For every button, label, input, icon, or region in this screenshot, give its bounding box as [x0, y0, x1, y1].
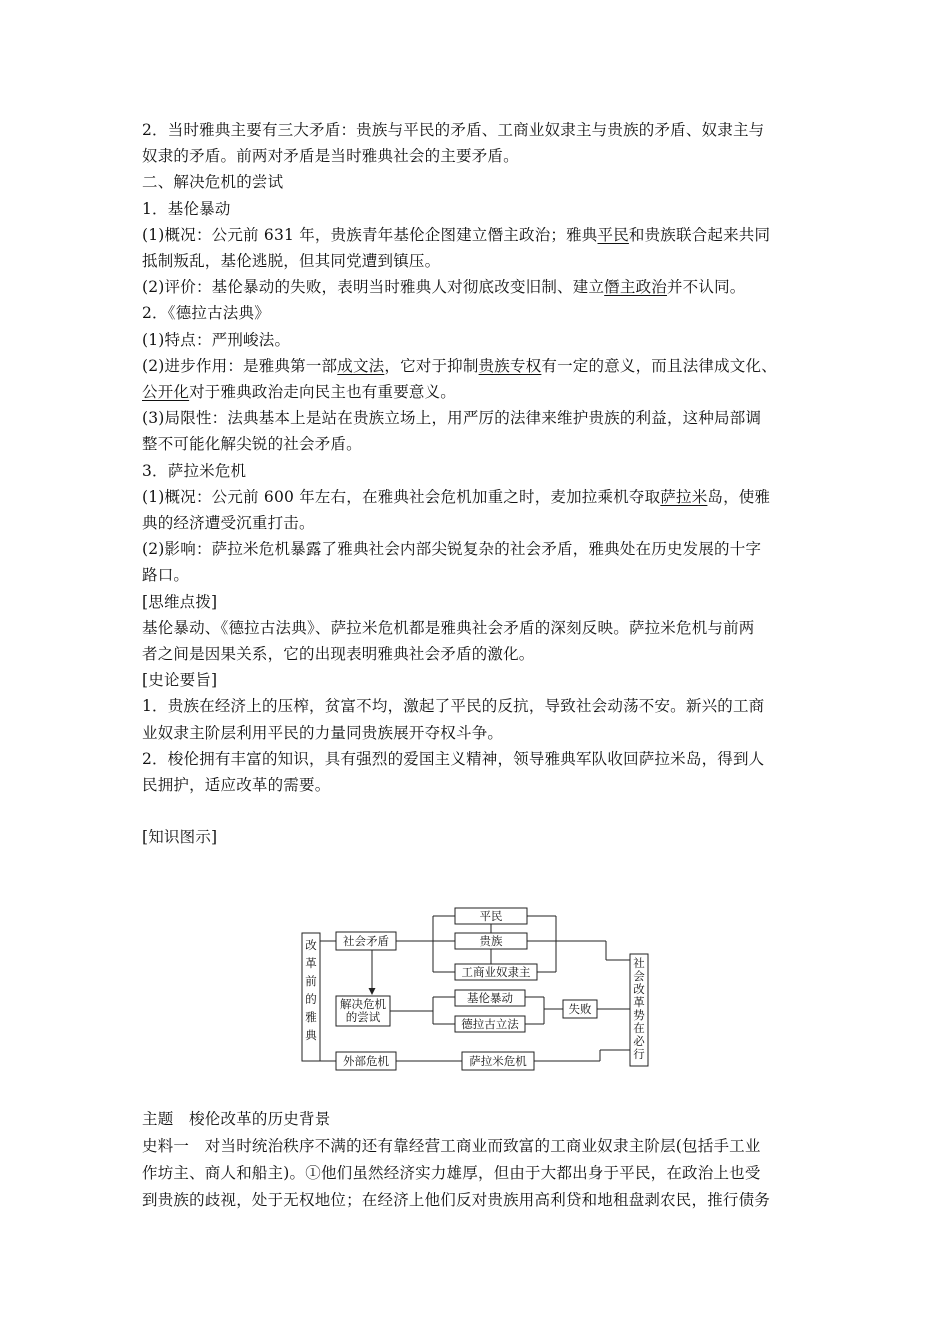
underlined-term: 僭主政治: [604, 278, 667, 297]
bracket-heading: [思维点拨]: [142, 592, 218, 611]
paragraph-line: (2)进步作用：是雅典第一部成文法，它对于抑制贵族专权有一定的意义，而且法律成文化、: [142, 356, 777, 375]
underlined-term: 平民: [597, 225, 629, 244]
paragraph-line: 业奴隶主阶层利用平民的力量同贵族展开夺权斗争。: [142, 723, 504, 742]
knowledge-diagram: [300, 900, 652, 1072]
paragraph-line: 公开化对于雅典政治走向民主也有重要意义。: [142, 383, 457, 402]
paragraph-line: 基伦暴动、《德拉古法典》、萨拉米危机都是雅典社会矛盾的深刻反映。萨拉米危机与前两: [142, 618, 755, 637]
left-char: 雅: [305, 1010, 317, 1024]
subheading: 1．基伦暴动: [142, 199, 231, 218]
right-char: 在: [633, 1021, 645, 1035]
underlined-term: 萨拉米: [660, 487, 708, 506]
right-char: 革: [633, 995, 645, 1009]
bottom-text: [142, 1106, 822, 1214]
right-char: 社: [633, 956, 645, 970]
bracket-heading: [知识图示]: [142, 828, 218, 847]
paragraph-line: 奴隶的矛盾。前两对矛盾是当时雅典社会的主要矛盾。: [142, 147, 519, 166]
paragraph-line: 抵制叛乱，基伦逃脱，但其同党遭到镇压。: [142, 252, 441, 271]
paragraph-line: 2．梭伦拥有丰富的知识，具有强烈的爱国主义精神，领导雅典军队收回萨拉米岛，得到人: [142, 749, 765, 768]
external-crisis-label: 外部危机: [343, 1054, 389, 1068]
pingmin-label: 平民: [479, 909, 503, 923]
paragraph-line: 作坊主、商人和船主)。①他们虽然经济实力雄厚，但由于大都出身于平民，在政治上也受: [142, 1164, 761, 1182]
left-char: 典: [305, 1028, 317, 1042]
paragraph-line: (3)局限性：法典基本上是站在贵族立场上，用严厉的法律来维护贵族的利益，这种局部调: [142, 409, 762, 428]
right-box-label: [633, 956, 645, 1061]
delagu-label: 德拉古立法: [461, 1017, 519, 1031]
paragraph-line: (1)概况：公元前 631 年，贵族青年基伦企图建立僭主政治；雅典平民和贵族联合起来共同: [142, 225, 771, 244]
main-text: [142, 117, 822, 850]
paragraph-line: 民拥护，适应改革的需要。: [142, 776, 331, 795]
right-char: 行: [633, 1047, 645, 1061]
left-char: 的: [305, 992, 317, 1006]
underlined-term: 成文法: [337, 356, 385, 375]
paragraph-line: 2．当时雅典主要有三大矛盾：贵族与平民的矛盾、工商业奴隶主与贵族的矛盾、奴隶主与: [142, 121, 765, 139]
paragraph-line: 路口。: [142, 566, 190, 585]
paragraph-line: 1．贵族在经济上的压榨，贫富不均，激起了平民的反抗，导致社会动荡不安。新兴的工商: [142, 697, 765, 716]
left-char: 革: [305, 956, 317, 970]
solve-crisis-label-2: 的尝试: [345, 1010, 381, 1024]
paragraph-line: (1)概况：公元前 600 年左右，在雅典社会危机加重之时，麦加拉乘机夺取萨拉米岛，使雅: [142, 487, 771, 506]
paragraph-line: 典的经济遭受沉重打击。: [142, 514, 315, 533]
paragraph-line: (1)特点：严刑峻法。: [142, 330, 291, 349]
social-conflict-label: 社会矛盾: [343, 934, 389, 948]
underlined-term: 贵族专权: [478, 356, 542, 375]
underlined-term: 公开化: [142, 383, 190, 402]
paragraph-line: 史料一 对当时统治秩序不满的还有靠经营工商业而致富的工商业奴隶主阶层(包括手工业: [142, 1137, 761, 1155]
right-char: 改: [633, 982, 645, 996]
bracket-heading: [史论要旨]: [142, 671, 218, 690]
guizu-label: 贵族: [479, 934, 503, 948]
topic-heading: 主题 梭伦改革的历史背景: [142, 1110, 331, 1128]
subheading: 2．《德拉古法典》: [142, 304, 270, 323]
solve-crisis-label-1: 解决危机: [340, 997, 386, 1011]
paragraph-line: 者之间是因果关系，它的出现表明雅典社会矛盾的激化。: [142, 645, 535, 664]
left-char: 前: [305, 974, 317, 988]
right-char: 必: [633, 1034, 645, 1048]
section-heading: 二、解决危机的尝试: [142, 173, 284, 192]
paragraph-line: 到贵族的歧视，处于无权地位；在经济上他们反对贵族用高利贷和地租盘剥农民，推行债务: [142, 1191, 771, 1209]
paragraph-line: 整不可能化解尖锐的社会矛盾。: [142, 435, 362, 454]
subheading: 3．萨拉米危机: [142, 461, 247, 480]
salami-label: 萨拉米危机: [469, 1054, 527, 1068]
gongshang-label: 工商业奴隶主: [461, 965, 531, 979]
failure-label: 失败: [568, 1002, 592, 1016]
left-char: 改: [305, 938, 317, 952]
right-char: 会: [633, 969, 645, 983]
paragraph-line: (2)评价：基伦暴动的失败，表明当时雅典人对彻底改变旧制、建立僭主政治并不认同。: [142, 278, 746, 297]
jilun-label: 基伦暴动: [467, 991, 513, 1005]
right-char: 势: [633, 1008, 645, 1022]
left-box-label: [305, 938, 318, 1042]
paragraph-line: (2)影响：萨拉米危机暴露了雅典社会内部尖锐复杂的社会矛盾，雅典处在历史发展的十字: [142, 540, 762, 559]
